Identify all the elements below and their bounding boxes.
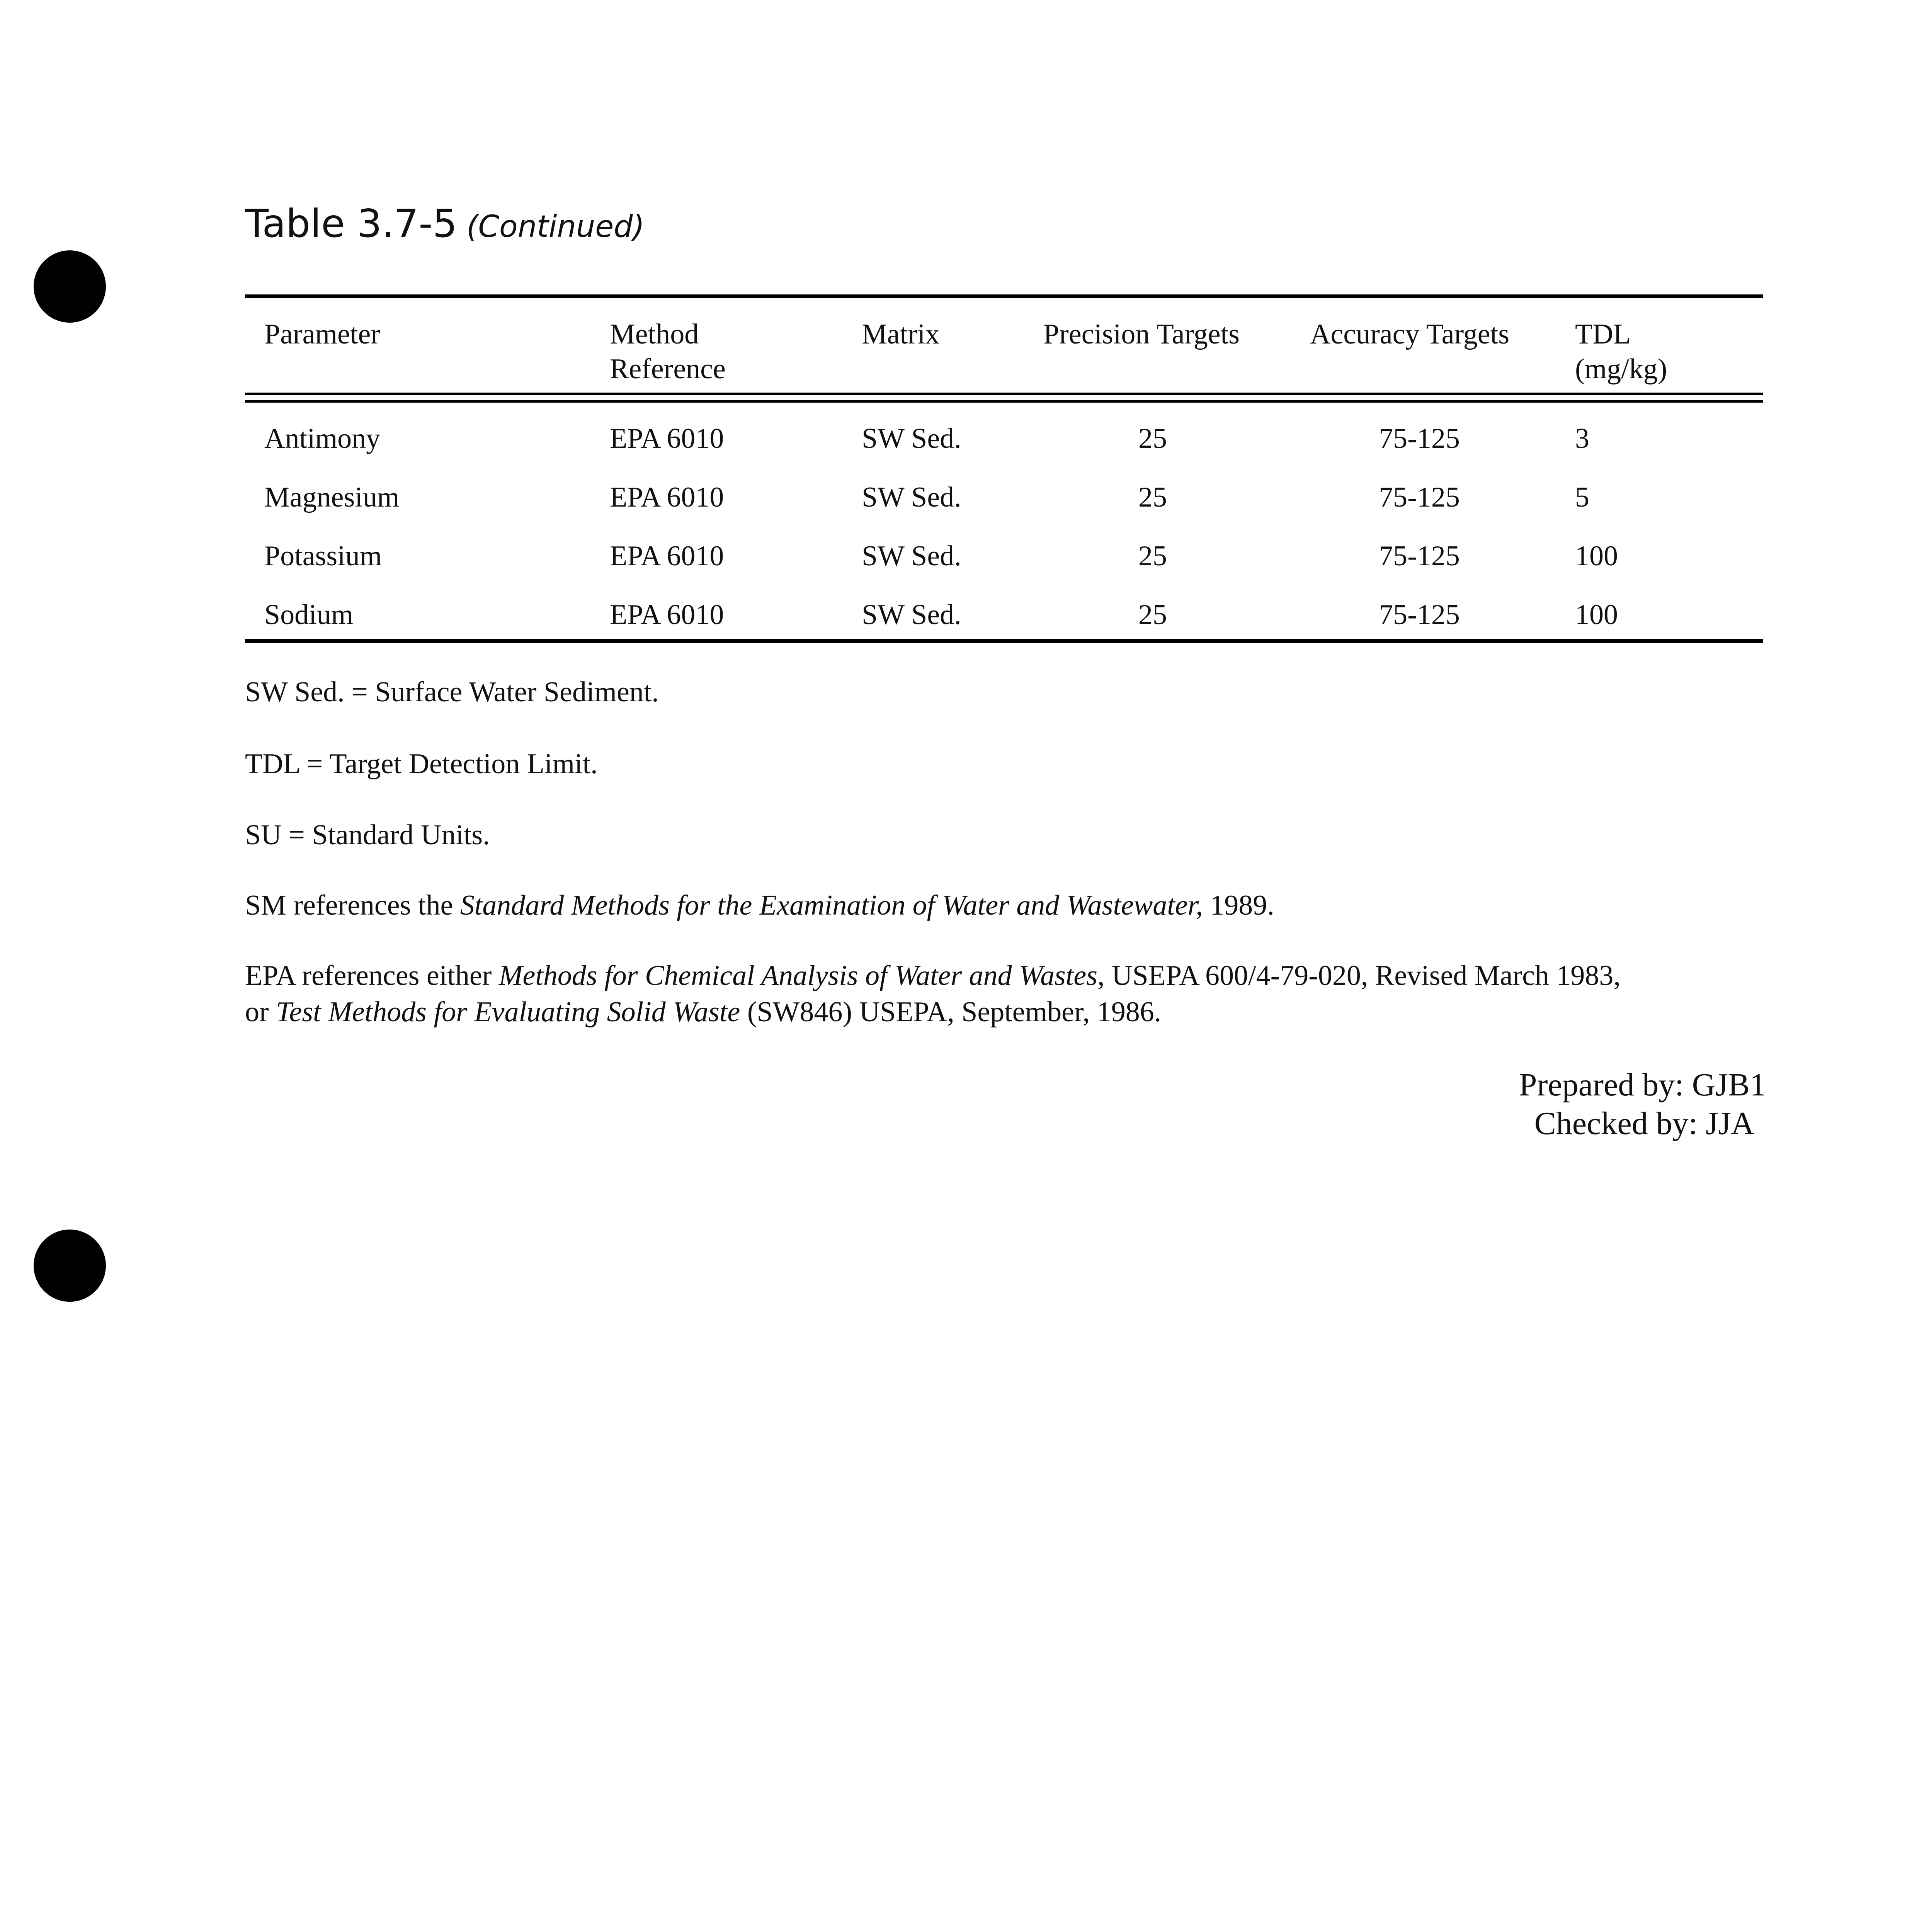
header-method: Method	[610, 318, 699, 350]
cell-accuracy: 75-125	[1379, 599, 1460, 631]
cell-tdl: 100	[1575, 540, 1618, 572]
binder-hole	[34, 250, 106, 323]
cell-precision: 25	[1138, 423, 1167, 454]
cell-method: EPA 6010	[610, 540, 724, 572]
table-title	[245, 201, 645, 246]
note-sm-prefix: SM references the	[245, 889, 460, 921]
note-sm-title: Standard Methods for the Examination of Water and Wastewater,	[460, 889, 1203, 921]
note-sw-sed: SW Sed. = Surface Water Sediment.	[245, 676, 659, 708]
table-top-rule	[245, 294, 1763, 298]
cell-method: EPA 6010	[610, 599, 724, 631]
note-epa-prefix: EPA references either	[245, 960, 499, 992]
cell-tdl: 5	[1575, 481, 1589, 513]
cell-matrix: SW Sed.	[862, 599, 961, 631]
header-double-rule	[245, 400, 1763, 403]
cell-precision: 25	[1138, 481, 1167, 513]
cell-method: EPA 6010	[610, 423, 724, 454]
note-epa-title-1: Methods for Chemical Analysis of Water and Wastes	[498, 960, 1098, 992]
cell-matrix: SW Sed.	[862, 540, 961, 572]
cell-accuracy: 75-125	[1379, 540, 1460, 572]
cell-parameter: Magnesium	[264, 481, 400, 513]
note-epa-reference-line-1	[245, 957, 1621, 994]
note-sm-suffix: 1989.	[1203, 889, 1274, 921]
table-bottom-rule	[245, 639, 1763, 643]
cell-parameter: Potassium	[264, 540, 382, 572]
prepared-by: Prepared by: GJB1	[1519, 1067, 1766, 1103]
cell-parameter: Antimony	[264, 423, 381, 454]
header-method-reference: Reference	[610, 353, 726, 385]
header-accuracy: Accuracy Targets	[1310, 318, 1510, 350]
header-tdl-unit: (mg/kg)	[1575, 353, 1667, 385]
note-sm-reference	[245, 887, 1274, 923]
checked-by: Checked by: JJA	[1534, 1105, 1754, 1141]
note-epa-title-2: Test Methods for Evaluating Solid Waste	[276, 996, 740, 1028]
cell-matrix: SW Sed.	[862, 423, 961, 454]
header-matrix: Matrix	[862, 318, 940, 350]
cell-tdl: 3	[1575, 423, 1589, 454]
note-epa-middle: , USEPA 600/4-79-020, Revised March 1983,	[1097, 960, 1621, 992]
header-tdl: TDL	[1575, 318, 1631, 350]
table-continued-label: (Continued)	[466, 209, 645, 244]
header-precision: Precision Targets	[1043, 318, 1240, 350]
note-tdl: TDL = Target Detection Limit.	[245, 748, 598, 780]
header-double-rule	[245, 393, 1763, 395]
cell-tdl: 100	[1575, 599, 1618, 631]
binder-hole	[34, 1230, 106, 1302]
note-epa-reference-line-2	[245, 994, 1161, 1030]
cell-parameter: Sodium	[264, 599, 354, 631]
note-epa-suffix: (SW846) USEPA, September, 1986.	[740, 996, 1162, 1028]
note-su: SU = Standard Units.	[245, 819, 490, 851]
cell-accuracy: 75-125	[1379, 481, 1460, 513]
cell-precision: 25	[1138, 599, 1167, 631]
cell-matrix: SW Sed.	[862, 481, 961, 513]
cell-accuracy: 75-125	[1379, 423, 1460, 454]
table-number: Table 3.7-5	[245, 201, 458, 246]
note-epa-or: or	[245, 996, 276, 1028]
header-parameter: Parameter	[264, 318, 380, 350]
cell-precision: 25	[1138, 540, 1167, 572]
cell-method: EPA 6010	[610, 481, 724, 513]
